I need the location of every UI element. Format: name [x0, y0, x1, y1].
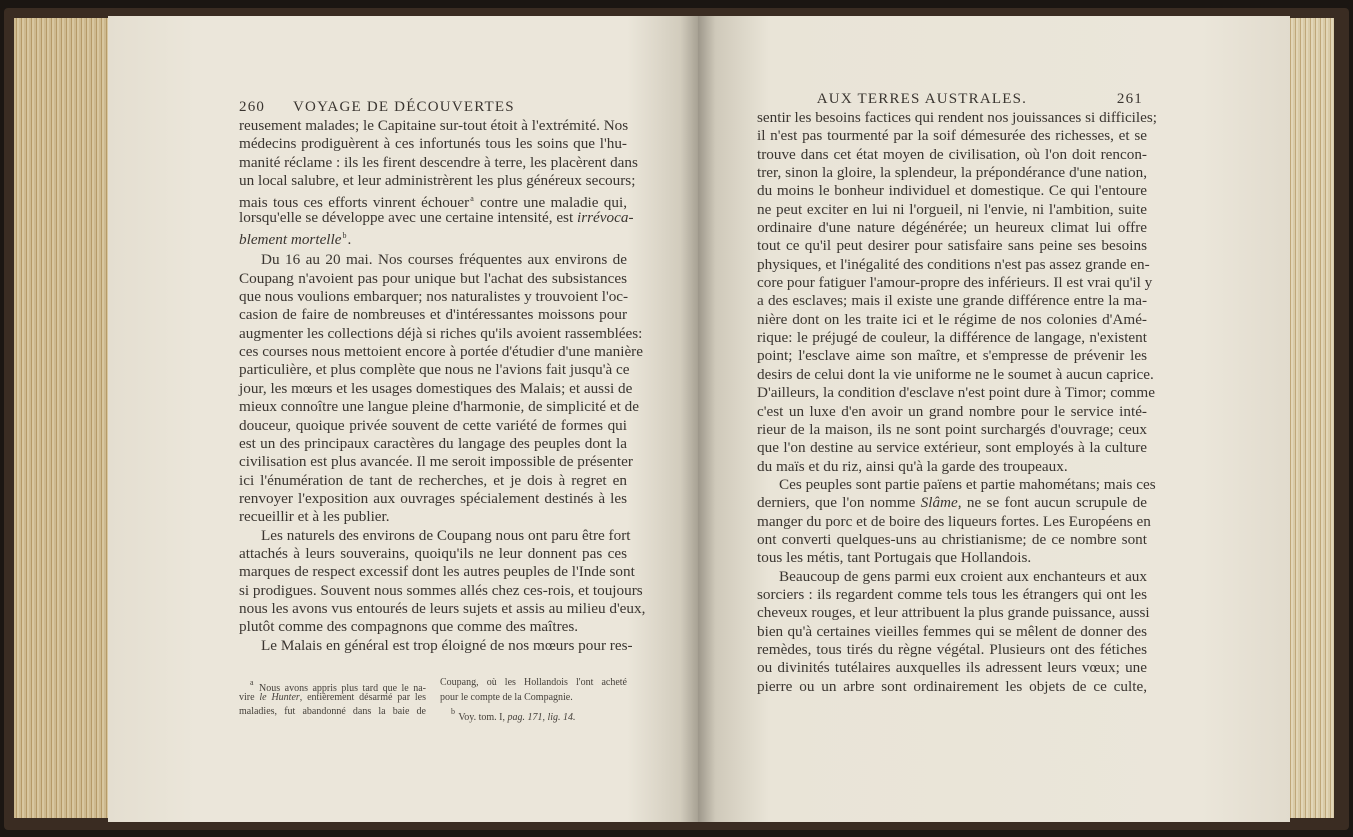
- text-line: [757, 255, 1150, 274]
- text-line: [239, 490, 627, 508]
- footnote-marker: a: [250, 678, 254, 687]
- text-line: [239, 324, 643, 343]
- text-segment: civilisation est plus avancée. Il me seroit impossible de présenter: [239, 453, 633, 471]
- text-line: [239, 636, 633, 655]
- text-segment: pour le compte de la Compagnie.: [440, 691, 573, 703]
- text-segment: remèdes, tous tirés du règne végétal. Plusieurs ont des fétiches: [757, 640, 1147, 658]
- italic-text: blement mortelle: [239, 231, 342, 249]
- text-segment: Les naturels des environs de Coupang nous ont paru être fort: [261, 526, 631, 544]
- text-segment: manité réclame : ils les firent descendre à terre, les placèrent dans: [239, 153, 638, 171]
- italic-text: pag. 171, lig. 14.: [507, 712, 576, 723]
- text-line: [239, 599, 646, 618]
- page-edges-left: [14, 18, 114, 818]
- text-segment: médecins prodiguèrent à ces infortunés tous les soins que l'hu-: [239, 135, 627, 153]
- footnote-marker: b: [451, 707, 455, 716]
- text-segment: trouve dans cet état moyen de civilisation, où l'on doit rencon-: [757, 145, 1147, 163]
- text-segment: pierre ou un arbre sont ordinairement les objets de ce culte,: [757, 677, 1147, 695]
- text-segment: sentir les besoins factices qui rendent nos jouissances si difficiles;: [757, 109, 1157, 126]
- text-segment: ici l'énumération de tant de recherches, et je dois à regret en: [239, 471, 627, 489]
- left-page: [108, 16, 698, 822]
- text-segment: si prodigues. Souvent nous sommes allés chez ces-rois, et toujours: [239, 581, 643, 599]
- body-text: [757, 109, 1157, 696]
- text-segment: desirs de celui dont la vie uniforme ne le soumet à aucun caprice.: [757, 365, 1154, 383]
- text-line: [757, 329, 1147, 347]
- text-segment: ordinaire d'une nature dégénérée; un heureux climat lui offre: [757, 219, 1147, 237]
- text-line: [239, 343, 643, 361]
- text-line: [239, 563, 635, 581]
- text-segment: marques de respect excessif dont les autres peuples de l'Inde sont: [239, 563, 635, 581]
- text-segment: Nous avons appris plus tard que le na-: [254, 683, 426, 694]
- page-number: 261: [1116, 91, 1143, 107]
- text-line: [239, 618, 627, 636]
- text-line: [239, 398, 640, 416]
- text-line: [757, 237, 1147, 255]
- text-line: [239, 545, 627, 563]
- text-segment: rieur de la maison, ils ne sont point surchargés d'ouvrage; ceux: [757, 420, 1147, 438]
- text-line: [239, 227, 627, 249]
- footnote-column-left: [239, 676, 426, 720]
- text-line: [239, 306, 627, 324]
- text-line: [757, 164, 1147, 182]
- page-number: 260: [239, 99, 266, 115]
- text-line: [757, 458, 1147, 476]
- text-line: [239, 453, 633, 471]
- text-segment: point; l'esclave aime son maître, et s'empresse de prévenir les: [757, 347, 1147, 365]
- text-line: [239, 190, 627, 212]
- footnote-marker: b: [342, 231, 347, 241]
- text-segment: que nous voulions embarquer; nos naturalistes y trouvoient l'oc-: [239, 288, 629, 306]
- text-line: [239, 508, 627, 526]
- running-head: VOYAGE DE DÉCOUVERTES: [293, 99, 515, 115]
- text-line: [757, 475, 1156, 494]
- left-text-column: [239, 98, 646, 655]
- text-segment: attachés à leurs souverains, quoiqu'ils ne leur donnent pas ces: [239, 544, 627, 562]
- text-segment: douceur, quoique privée souvent de cette variété de formes qui: [239, 416, 627, 434]
- text-line: [239, 379, 633, 398]
- text-line: [757, 678, 1147, 696]
- text-line: [757, 641, 1147, 659]
- text-segment: a des esclaves; mais il existe une grande différence entre la ma-: [757, 292, 1147, 310]
- text-segment: ont converti quelques-uns au christianisme; de ce nombre sont: [757, 530, 1147, 548]
- text-segment: core pour fatiguer l'amour-propre des inférieurs. Il est vrai qu'il y: [757, 274, 1153, 292]
- text-line: [239, 117, 627, 135]
- italic-text: le Hunter: [259, 691, 300, 703]
- text-segment: Ces peuples sont partie païens et partie mahométans; mais ces: [779, 475, 1156, 493]
- text-line: [440, 705, 627, 723]
- text-line: [239, 288, 627, 306]
- text-line: [757, 421, 1147, 439]
- text-line: [239, 251, 627, 269]
- text-line: [757, 512, 1151, 531]
- text-segment: rique: le préjugé de couleur, la différence de langage, n'existent: [757, 329, 1147, 347]
- text-segment: tout ce qu'il peut desirer pour satisfaire sans peine ses besoins: [757, 237, 1147, 255]
- text-segment: recueillir et à les publier.: [239, 508, 390, 526]
- running-header-right: [757, 90, 1147, 108]
- text-line: [239, 691, 426, 706]
- text-line: [757, 347, 1147, 365]
- text-segment: un local salubre, et leur administrèrent les plus généreux secours;: [239, 172, 636, 190]
- text-line: [239, 270, 627, 288]
- text-segment: mais tous ces efforts vinrent échouer: [239, 194, 470, 212]
- text-line: [440, 691, 627, 706]
- text-line: [239, 208, 634, 227]
- text-segment: tous les métis, tant Portugais que Hollandois.: [757, 549, 1032, 567]
- text-segment: plutôt comme des compagnons que comme des maîtres.: [239, 618, 579, 636]
- text-line: [757, 439, 1147, 457]
- text-segment: physiques, et l'inégalité des conditions n'est pas assez grande en-: [757, 255, 1150, 273]
- right-text-column: [757, 90, 1157, 696]
- text-segment: casion de faire de nombreuses et d'intéressantes moissons pour: [239, 306, 627, 324]
- text-segment: maladies, fut abandonné dans la baie de: [239, 706, 426, 717]
- text-segment: , entièrement désarmé par les: [299, 691, 427, 703]
- text-line: [440, 676, 627, 691]
- text-line: [239, 435, 627, 453]
- text-segment: ces courses nous mettoient encore à portée d'étudier d'une manière: [239, 343, 643, 361]
- running-head: AUX TERRES AUSTRALES.: [816, 91, 1028, 107]
- page-edges-right: [1288, 18, 1334, 818]
- text-segment: bien qu'à certaines vieilles femmes qui se mêlent de donner des: [757, 622, 1147, 640]
- text-line: [239, 153, 638, 172]
- text-line: [757, 365, 1154, 384]
- text-segment: il n'est pas tourmenté par la soif démesurée des richesses, et se: [757, 127, 1147, 145]
- text-line: [757, 549, 1147, 567]
- text-line: [757, 403, 1147, 421]
- text-segment: sorciers : ils regardent comme tels tous les étrangers qui ont les: [757, 585, 1147, 603]
- text-segment: particulière, et plus complète que nous ne l'avions fait jusqu'à ce: [239, 361, 630, 379]
- text-segment: c'est un luxe d'en avoir un grand nombre pour le service inté-: [757, 402, 1147, 420]
- text-line: [239, 705, 426, 720]
- text-line: [757, 219, 1147, 237]
- text-segment: nous les avons vus entourés de leurs sujets et assis au milieu d'eux,: [239, 599, 646, 617]
- text-segment: .: [347, 231, 352, 249]
- text-segment: Du 16 au 20 mai. Nos courses fréquentes aux environs de: [261, 251, 627, 269]
- text-line: [239, 361, 630, 379]
- text-segment: jour, les mœurs et les usages domestiques des Malais; et aussi de: [239, 379, 633, 397]
- text-segment: Voy. tom. I,: [456, 712, 508, 723]
- italic-text: irrévoca-: [577, 208, 634, 226]
- text-segment: du maïs et du riz, ainsi qu'à la garde des troupeaux.: [757, 457, 1068, 475]
- text-line: [757, 109, 1157, 127]
- footnotes: [239, 676, 627, 723]
- text-segment: Beaucoup de gens parmi eux croient aux enchanteurs et aux: [779, 567, 1147, 585]
- text-segment: nière dont on les traite ici et le régime de nos colonies d'Amé-: [757, 310, 1147, 328]
- text-segment: trer, sinon la gloire, la splendeur, la prépondérance d'une nation,: [757, 164, 1147, 182]
- text-line: [239, 135, 627, 153]
- body-text: [239, 117, 646, 655]
- text-line: [757, 201, 1147, 219]
- text-segment: ou divinités tutélaires auxquelles ils adressent leurs vœux; une: [757, 659, 1147, 677]
- text-line: [239, 581, 643, 600]
- text-segment: D'ailleurs, la condition d'esclave n'est point dure à Timor; comme: [757, 384, 1155, 402]
- text-segment: augmenter les collections déjà si riches qu'ils avoient rassemblées:: [239, 324, 643, 342]
- text-segment: cheveux rouges, et leur attribuent la plus grande puissance, aussi: [757, 604, 1150, 622]
- text-line: [239, 472, 627, 490]
- text-segment: renvoyer l'exposition aux ouvrages spécialement destinés à les: [239, 489, 627, 507]
- text-segment: du moins le bonheur individuel et domestique. Ce qui l'entoure: [757, 182, 1147, 200]
- text-line: [757, 604, 1150, 622]
- text-line: [757, 586, 1147, 604]
- text-segment: manger du porc et de boire des liqueurs fortes. Les Européens en: [757, 512, 1151, 530]
- text-line: [757, 659, 1147, 677]
- text-segment: Coupang, où les Hollandois l'ont acheté: [440, 677, 627, 688]
- text-line: [757, 531, 1147, 549]
- text-line: [757, 292, 1147, 310]
- text-segment: , ne se font aucun scrupule de: [957, 494, 1148, 512]
- text-line: [757, 127, 1147, 145]
- text-line: [757, 146, 1147, 164]
- text-segment: Coupang n'avoient pas pour unique but l'achat des subsistances: [239, 269, 627, 287]
- running-header-left: [239, 98, 627, 116]
- text-segment: derniers, que l'on nomme: [757, 494, 921, 512]
- italic-text: Slâme: [920, 494, 958, 512]
- text-line: [757, 568, 1147, 586]
- text-segment: vire: [239, 691, 260, 703]
- text-segment: ne peut exciter en lui ni l'orgueil, ni l'envie, ni l'ambition, suite: [757, 200, 1147, 218]
- footnote-marker: a: [470, 194, 474, 204]
- text-line: [757, 494, 1147, 512]
- text-line: [239, 526, 631, 545]
- text-line: [239, 172, 636, 190]
- text-segment: Le Malais en général est trop éloigné de nos mœurs pour res-: [261, 636, 633, 654]
- text-segment: mieux connoître une langue pleine d'harmonie, de simplicité et de: [239, 398, 640, 416]
- text-line: [757, 384, 1155, 402]
- text-segment: est un des principaux caractères du langage des peuples dont la: [239, 434, 627, 452]
- text-line: [239, 676, 426, 694]
- text-line: [757, 274, 1153, 292]
- text-segment: contre une maladie qui,: [474, 194, 627, 212]
- text-line: [757, 182, 1147, 200]
- text-line: [757, 311, 1147, 329]
- right-page: [698, 16, 1290, 822]
- text-segment: que l'on destine au service extérieur, sont employés à la culture: [757, 439, 1147, 457]
- text-line: [239, 417, 627, 435]
- footnote-column-right: [440, 676, 627, 723]
- text-segment: lorsqu'elle se développe avec une certaine intensité, est: [239, 208, 577, 226]
- text-line: [757, 623, 1147, 641]
- text-segment: reusement malades; le Capitaine sur-tout étoit à l'extrémité. Nos: [239, 117, 629, 134]
